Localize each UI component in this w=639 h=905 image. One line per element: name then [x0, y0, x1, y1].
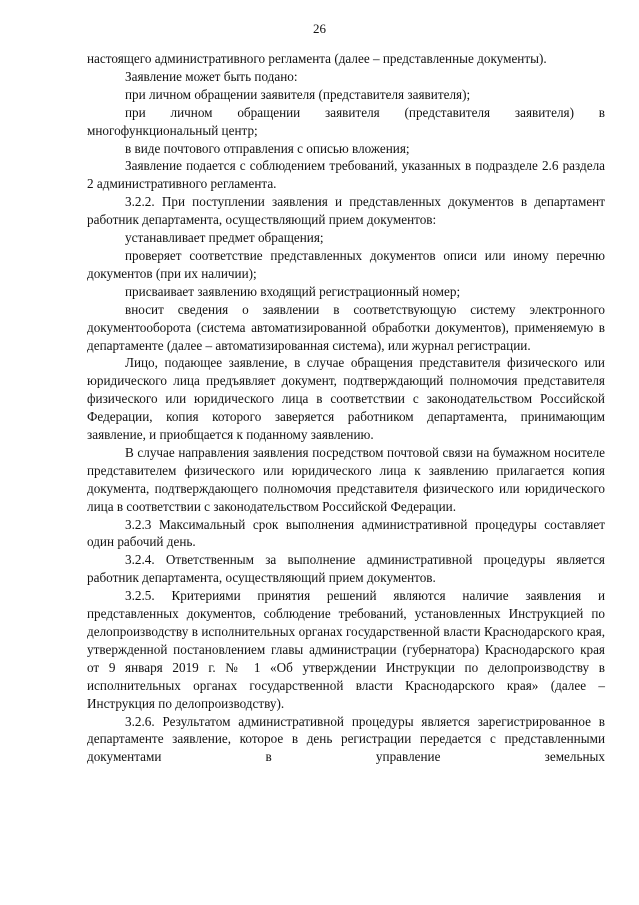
- paragraph: в виде почтового отправления с описью вложения;: [125, 140, 410, 156]
- paragraph: 3.2.5. Критериями принятия решений являются наличие заявления и представленных документов, соблюдение требований, установленных Инструкцией по делопроизводству в исполнительных органах государственной власти Краснодарского края, утвержденной постановлением главы администрации (губернатора) Краснодарского края от 9 января 2019 г. № 1 «Об утверждении Инструкции по делопроизводству в исполнительных органах государственной власти Краснодарского края» (далее – Инструкция по делопроизводству).: [87, 588, 605, 711]
- paragraph: 3.2.3 Максимальный срок выполнения административной процедуры составляет один рабочий день.: [87, 516, 605, 550]
- paragraph: Заявление подается с соблюдением требований, указанных в подразделе 2.6 раздела 2 административного регламента.: [87, 158, 605, 192]
- paragraph: проверяет соответствие представленных документов описи или иному перечню документов (при их наличии);: [87, 247, 605, 281]
- paragraph: устанавливает предмет обращения;: [125, 230, 324, 246]
- paragraph: вносит сведения о заявлении в соответствующую систему электронного документооборота (система автоматизированной обработки документов), применяемую в департаменте (далее – автоматизированная система), или журнал регистрации.: [87, 301, 605, 353]
- paragraph: настоящего административного регламента (далее – представленные документы).: [87, 51, 547, 66]
- page-number: 26: [313, 21, 326, 36]
- paragraph: при личном обращении заявителя (представителя заявителя);: [125, 86, 471, 102]
- paragraph: В случае направления заявления посредством почтовой связи на бумажном носителе представителем физического или юридического лица к заявлению прилагается копия документа, подтверждающего полномочия представителя физического или юридического лица в соответствии с законодательством Российской Федерации.: [87, 444, 605, 514]
- paragraph: Заявление может быть подано:: [125, 68, 298, 84]
- paragraph: присваивает заявлению входящий регистрационный номер;: [125, 283, 461, 299]
- paragraph: 3.2.6. Результатом административной процедуры является зарегистрированное в департаменте заявление, которое в день регистрации передается с представленными документами в управление земельных: [87, 713, 605, 765]
- page-body: [87, 50, 605, 766]
- paragraph: при личном обращении заявителя (представителя заявителя) в многофункциональный центр;: [87, 104, 605, 138]
- paragraph: 3.2.4. Ответственным за выполнение административной процедуры является работник департамента, осуществляющий прием документов.: [87, 552, 605, 586]
- paragraph: Лицо, подающее заявление, в случае обращения представителя физического или юридического лица предъявляет документ, подтверждающий полномочия представителя физического или юридического лица в соответствии с законодательством Российской Федерации, копия которого заверяется работником департамента, принимающим заявление, и приобщается к поданному заявлению.: [87, 355, 605, 443]
- paragraph: 3.2.2. При поступлении заявления и представленных документов в департамент работник департамента, осуществляющий прием документов:: [87, 194, 605, 228]
